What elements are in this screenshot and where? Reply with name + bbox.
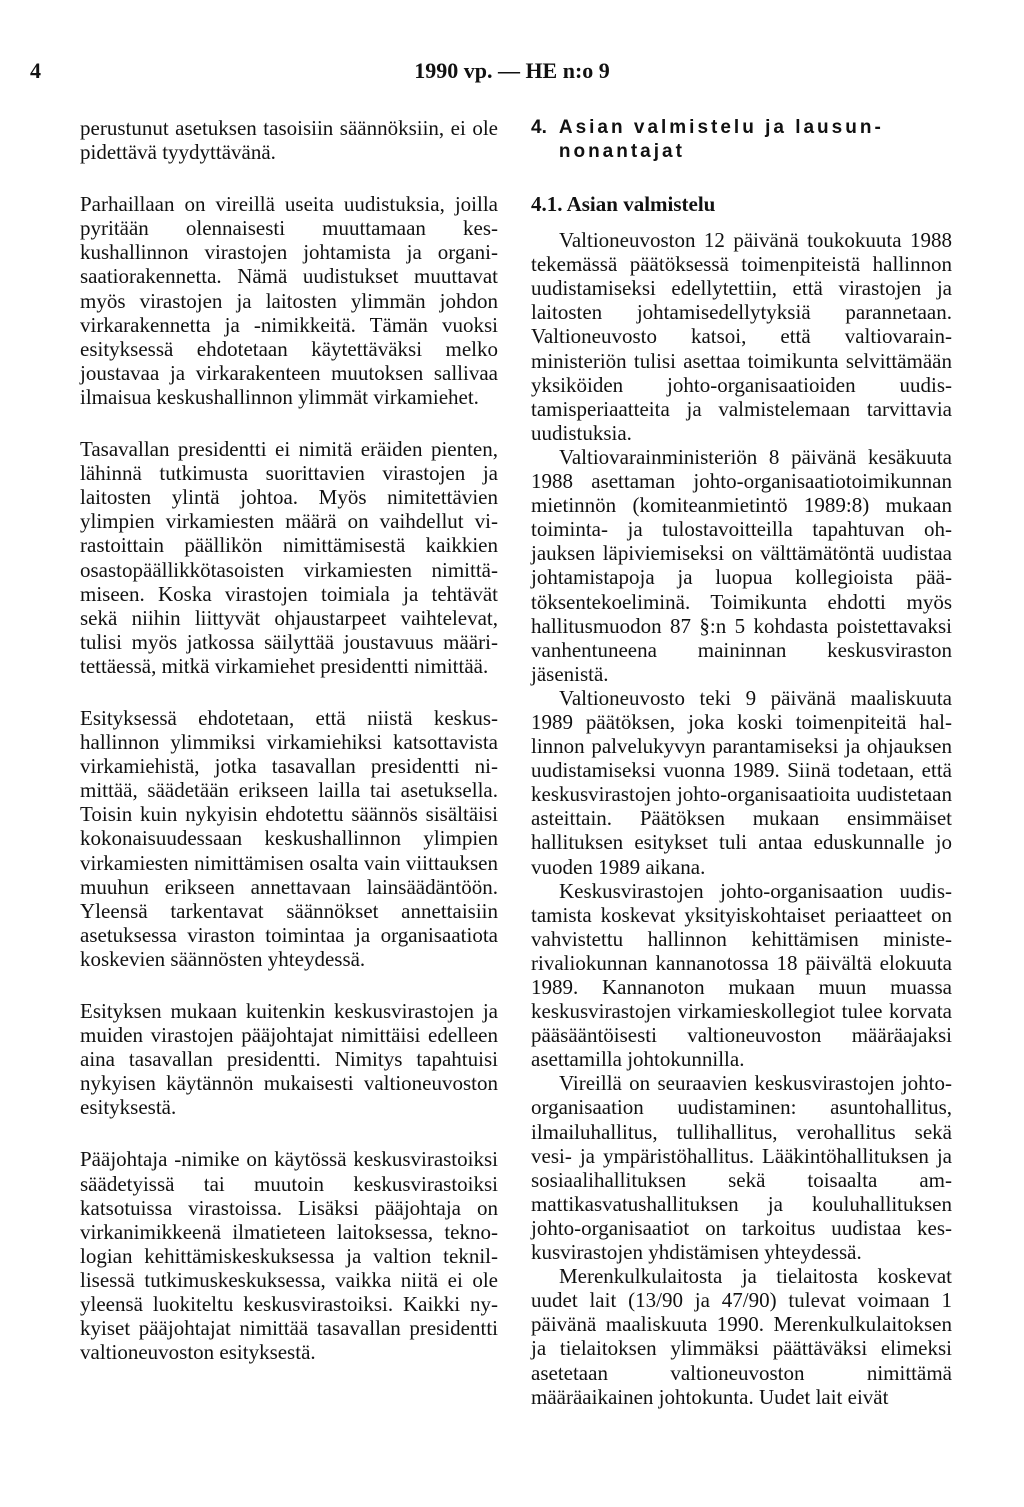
left-column xyxy=(80,116,498,1392)
body-paragraph: Keskusvirastojen johto-organisaation uudistamista koskevat yksityiskohtaiset periaatteet on vahvistettu hallinnon kehittämisen ministerivaliokunnan kannanotossa 18 päivältä elokuuta 1989. Kannanoton mukaan muun muassa keskusvirastojen virkamieskollegiot tulee korvata pääsääntöisesti valtioneuvoston määräajaksi asettamilla johtokunnilla. xyxy=(531,878,952,1072)
section-number: 4. xyxy=(531,117,547,138)
running-head: 1990 vp. — HE n:o 9 xyxy=(414,58,610,83)
body-paragraph: Tasavallan presidentti ei nimitä eräiden pienten, lähinnä tutkimusta suorittavien virastojen ja laitosten ylintä johtoa. Myös nimitettävien ylimpien virkamiesten määrä on vaihdellut virastoittain päällikön nimittämisestä kaikkien osastopäällikkötasoisten virkamiesten nimittämiseen. Koska virastojen toimiala ja tehtävät sekä niihin liittyvät ohjaustarpeet vaihtelevat, tulisi myös jatkossa säilyttää joustavuus määritettäessä, mitkä virkamiehet presidentti nimittää. xyxy=(80,437,498,678)
right-column xyxy=(531,116,952,1409)
body-paragraph: Parhaillaan on vireillä useita uudistuksia, joilla pyritään olennaisesti muuttamaan keskushallinnon virastojen johtamista ja organisaatiorakennetta. Nämä uudistukset muuttavat myös virastojen ja laitosten ylimmän johdon virkarakennetta ja -nimikkeitä. Tämän vuoksi esityksessä ehdotetaan käytettäväksi melko joustavaa ja virkarakenteen muutoksen sallivaa ilmaisua keskushallinnon ylimmät virkamiehet. xyxy=(80,192,498,409)
section-heading xyxy=(531,116,952,164)
body-paragraph: Vireillä on seuraavien keskusvirastojen johto-organisaation uudistaminen: asuntohallitus, ilmailuhallitus, tullihallitus, verohallitus sekä vesi- ja ympäristöhallitus. Lääkintöhallituksen ja sosiaalihallituksen sekä toisaalta ammattikasvatushallituksen ja kouluhallituksen johto-organisaatiot on tarkoitus uudistaa keskusvirastojen yhdistämisen yhteydessä. xyxy=(531,1071,952,1265)
section-title: Asian valmistelu ja lausunnonantajat xyxy=(558,117,881,162)
body-paragraph: Merenkulkulaitosta ja tielaitosta koskevat uudet lait (13/90 ja 47/90) tulevat voimaan 1 päivänä maaliskuuta 1990. Merenkulkulaitoksen ja tielaitoksen ylimmäksi päättäväksi elimeksi asetetaan valtioneuvoston nimittämä määräaikainen johtokunta. Uudet lait eivät xyxy=(531,1264,952,1409)
body-paragraph: Esityksen mukaan kuitenkin keskusvirastojen ja muiden virastojen pääjohtajat nimittäisi edelleen aina tasavallan presidentti. Nimitys tapahtuisi nykyisen käytännön mukaisesti valtioneuvoston esityksestä. xyxy=(80,999,498,1120)
body-paragraph: Valtioneuvosto teki 9 päivänä maaliskuuta 1989 päätöksen, joka koski toimenpiteitä hallinnon palvelukyvyn parantamiseksi ja ohjauksen uudistamiseksi vuonna 1989. Siinä todetaan, että keskusvirastojen johto-organisaatioita uudistetaan asteittain. Päätöksen mukaan ensimmäiset hallituksen esitykset tuli antaa eduskunnalle jo vuoden 1989 aikana. xyxy=(531,685,952,879)
page-number: 4 xyxy=(30,58,41,83)
body-paragraph: Esityksessä ehdotetaan, että niistä keskushallinnon ylimmiksi virkamiehiksi katsottavista virkamiehistä, jotka tasavallan presidentti nimittää, säädetään erikseen lailla tai asetuksella. Toisin kuin nykyisin ehdotettu säännös sisältäisi kokonaisuudessaan keskushallinnon ylimpien virkamiesten nimittämisen osalta vain viittauksen muuhun erikseen annettavaan lainsäädäntöön. Yleensä tarkentavat säännökset annettaisiin asetuksessa viraston toimintaa ja organisaatiota koskevien säännösten yhteydessä. xyxy=(80,705,498,971)
body-paragraph: perustunut asetuksen tasoisiin säännöksiin, ei ole pidettävä tyydyttävänä. xyxy=(80,116,498,165)
page-header xyxy=(0,58,1024,88)
body-paragraph: Valtioneuvoston 12 päivänä toukokuuta 1988 tekemässä päätöksessä toimenpiteistä hallinnon uudistamiseksi edellytettiin, että virastojen ja laitosten johtamisedellytyksiä parannetaan. Valtioneuvosto katsoi, että valtiovarainministeriön tulisi asettaa toimikunta selvittämään yksiköiden johto-organisaatioiden uudistamisperiaatteita ja valmistelemaan tarvittavia uudistuksia. xyxy=(531,228,952,445)
body-paragraph: Valtiovarainministeriön 8 päivänä kesäkuuta 1988 asettaman johto-organisaatiotoimikunnan mietinnön (komiteanmietintö 1989:8) mukaan toiminta- ja tulostavoitteilla tapahtuvan ohjauksen läpiviemiseksi on välttämätöntä uudistaa johtamistapoja ja luopua kollegioista päätöksentekoeliminä. Toimikunta ehdotti myös hallitusmuodon 87 §:n 5 kohdasta poistettavaksi vanhentuneena maininnan keskusviraston jäsenistä. xyxy=(531,444,952,686)
subsection-heading: 4.1. Asian valmistelu xyxy=(531,192,716,216)
body-paragraph: Pääjohtaja -nimike on käytössä keskusvirastoiksi säädetyissä tai muutoin keskusvirastoiksi katsotuissa virastoissa. Lisäksi pääjohtaja on virkanimikkeenä ilmatieteen laitoksessa, teknologian kehittämiskeskuksessa ja valtion teknillisessä tutkimuskeskuksessa, vaikka niitä ei ole yleensä luokiteltu keskusvirastoiksi. Kaikki nykyiset pääjohtajat nimittää tasavallan presidentti valtioneuvoston esityksestä. xyxy=(80,1147,498,1365)
